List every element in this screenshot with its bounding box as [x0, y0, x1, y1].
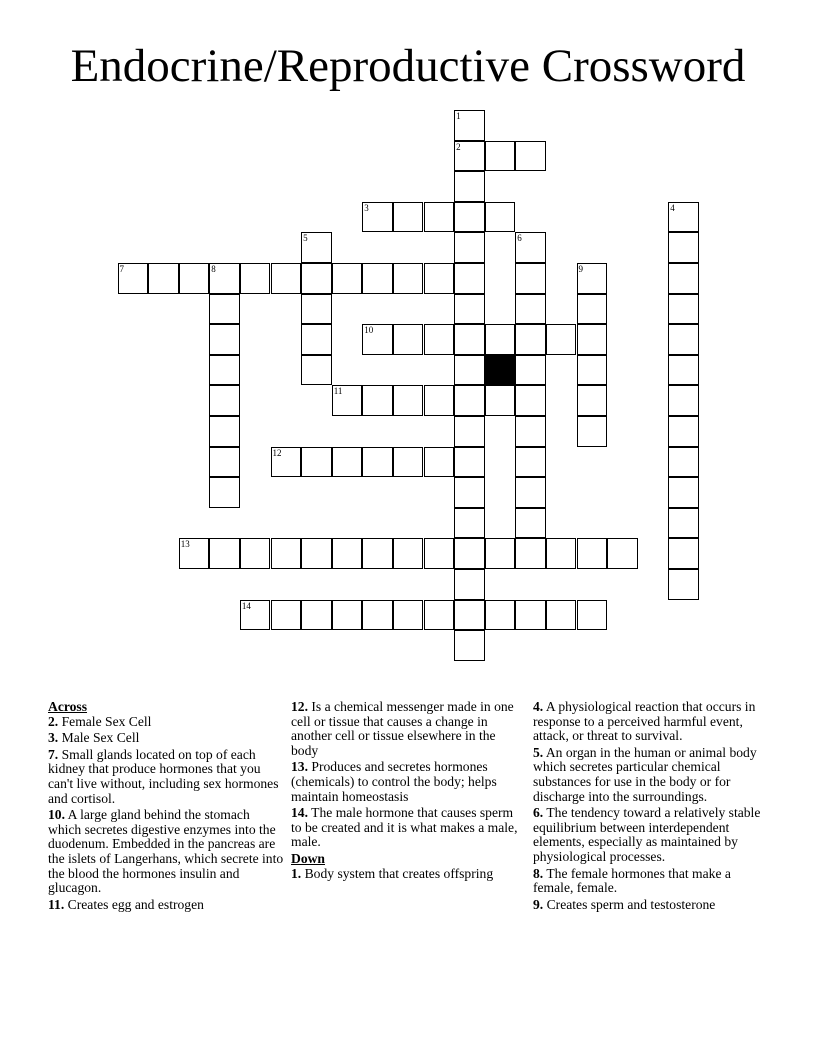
- crossword-cell[interactable]: [668, 416, 699, 447]
- crossword-cell[interactable]: [454, 324, 485, 355]
- crossword-cell[interactable]: [209, 263, 240, 294]
- crossword-cell[interactable]: [393, 385, 424, 416]
- cell-number: 3: [364, 202, 369, 213]
- clue-text: An organ in the human or animal body which secretes particular chemical substances for use in the body or for discharge into the surroundings.: [533, 744, 757, 804]
- cell-number: 7: [119, 264, 124, 274]
- crossword-cell[interactable]: [546, 324, 577, 355]
- clue-text: Small glands located on top of each kidney that produce hormones that you can't live without, including sex hormones and cortisol.: [48, 746, 279, 806]
- clue-number: 3.: [48, 730, 59, 746]
- cell-number: 10: [364, 325, 374, 336]
- clue-text: A large gland behind the stomach which secretes digestive enzymes into the duodenum. Embedded in the pancreas are the islets of Langerhans, which secrete into the blood the hormones insulin and glucagon.: [48, 807, 284, 896]
- crossword-cell[interactable]: [332, 447, 363, 478]
- clue-number: 1.: [291, 865, 302, 881]
- crossword-cell[interactable]: [485, 385, 516, 416]
- cell-number: 12: [272, 447, 282, 458]
- crossword-cell[interactable]: [271, 447, 302, 478]
- crossword-cell[interactable]: [668, 202, 699, 233]
- crossword-cell[interactable]: [301, 324, 332, 355]
- crossword-cell[interactable]: [577, 355, 608, 386]
- crossword-cell[interactable]: [454, 447, 485, 478]
- crossword-cell[interactable]: [301, 263, 332, 294]
- cell-number: 11: [333, 386, 343, 397]
- crossword-cell[interactable]: [454, 263, 485, 294]
- crossword-cell[interactable]: [577, 263, 608, 294]
- crossword-cell[interactable]: [454, 232, 485, 263]
- crossword-cell[interactable]: [668, 263, 699, 294]
- clue-across-12: [291, 700, 521, 758]
- cell-number: 6: [517, 233, 522, 244]
- crossword-cell[interactable]: [424, 600, 455, 631]
- crossword-cell[interactable]: [362, 600, 393, 631]
- crossword-cell[interactable]: [485, 141, 516, 172]
- crossword-cell[interactable]: [485, 600, 516, 631]
- cell-number: 4: [670, 202, 675, 213]
- black-square: [485, 355, 516, 386]
- cell-number: 14: [241, 600, 251, 611]
- crossword-cell[interactable]: [454, 630, 485, 661]
- crossword-cell[interactable]: [485, 324, 516, 355]
- crossword-cell[interactable]: [454, 202, 485, 233]
- clue-number: 10.: [48, 807, 65, 823]
- crossword-cell[interactable]: [209, 477, 240, 508]
- clue-number: 5.: [533, 744, 544, 760]
- crossword-cell[interactable]: [240, 263, 271, 294]
- cell-number: 8: [211, 264, 216, 274]
- crossword-cell[interactable]: [424, 447, 455, 478]
- crossword-cell[interactable]: [668, 385, 699, 416]
- clue-text: Female Sex Cell: [61, 713, 152, 729]
- clue-number: 12.: [291, 699, 308, 714]
- clue-number: 8.: [533, 865, 544, 881]
- crossword-cell[interactable]: [668, 477, 699, 508]
- crossword-cell[interactable]: [148, 263, 179, 294]
- clue-text: Male Sex Cell: [61, 730, 140, 746]
- crossword-cell[interactable]: [393, 202, 424, 233]
- crossword-cell[interactable]: [668, 294, 699, 325]
- clue-down-5: [533, 746, 773, 804]
- clue-number: 11.: [48, 896, 65, 912]
- crossword-cell[interactable]: [515, 232, 546, 263]
- crossword-cell[interactable]: [271, 538, 302, 569]
- clue-down-6: [533, 806, 773, 864]
- crossword-cell[interactable]: [424, 263, 455, 294]
- across-heading: Across: [48, 699, 88, 714]
- crossword-cell[interactable]: [209, 324, 240, 355]
- crossword-cell[interactable]: [668, 232, 699, 263]
- clue-across-13: [291, 760, 521, 804]
- clue-text: Creates egg and estrogen: [67, 896, 204, 912]
- crossword-cell[interactable]: [332, 600, 363, 631]
- crossword-cell[interactable]: [577, 385, 608, 416]
- crossword-cell[interactable]: [301, 232, 332, 263]
- crossword-cell[interactable]: [271, 263, 302, 294]
- cell-number: 13: [180, 539, 190, 550]
- crossword-cell[interactable]: [515, 508, 546, 539]
- crossword-cell[interactable]: [454, 477, 485, 508]
- crossword-cell[interactable]: [209, 385, 240, 416]
- crossword-cell[interactable]: [362, 202, 393, 233]
- crossword-cell[interactable]: [301, 447, 332, 478]
- crossword-cell[interactable]: [515, 294, 546, 325]
- crossword-cell[interactable]: [577, 538, 608, 569]
- crossword-cell[interactable]: [301, 538, 332, 569]
- crossword-cell[interactable]: [454, 294, 485, 325]
- clue-text: A physiological reaction that occurs in response to a perceived harmful event, attack, or threat to survival.: [533, 699, 756, 744]
- crossword-cell[interactable]: [454, 508, 485, 539]
- cell-number: 2: [456, 141, 461, 152]
- crossword-cell[interactable]: [332, 538, 363, 569]
- crossword-cell[interactable]: [271, 600, 302, 631]
- puzzle-title: Endocrine/Reproductive Crossword: [70, 40, 746, 92]
- crossword-cell[interactable]: [607, 538, 638, 569]
- crossword-cell[interactable]: [332, 385, 363, 416]
- crossword-cell[interactable]: [362, 263, 393, 294]
- crossword-cell[interactable]: [577, 324, 608, 355]
- clue-across-10: [48, 808, 284, 896]
- crossword-cell[interactable]: [668, 538, 699, 569]
- crossword-cell[interactable]: [668, 447, 699, 478]
- crossword-cell[interactable]: [515, 447, 546, 478]
- clues-column-1: [48, 700, 284, 914]
- crossword-cell[interactable]: [240, 538, 271, 569]
- crossword-cell[interactable]: [424, 538, 455, 569]
- crossword-cell[interactable]: [362, 447, 393, 478]
- crossword-cell[interactable]: [209, 294, 240, 325]
- crossword-cell[interactable]: [179, 263, 210, 294]
- crossword-cell[interactable]: [362, 324, 393, 355]
- clue-down-8: [533, 867, 773, 896]
- crossword-cell[interactable]: [209, 447, 240, 478]
- crossword-cell[interactable]: [424, 202, 455, 233]
- clue-across-2: [48, 715, 284, 730]
- crossword-cell[interactable]: [393, 324, 424, 355]
- crossword-cell[interactable]: [362, 385, 393, 416]
- crossword-cell[interactable]: [668, 508, 699, 539]
- clue-text: Body system that creates offspring: [304, 865, 494, 881]
- crossword-cell[interactable]: [209, 538, 240, 569]
- clues-column-3: [533, 700, 773, 914]
- clue-number: 7.: [48, 746, 59, 762]
- crossword-cell[interactable]: [515, 324, 546, 355]
- crossword-cell[interactable]: [301, 355, 332, 386]
- crossword-cell[interactable]: [515, 385, 546, 416]
- crossword-cell[interactable]: [332, 263, 363, 294]
- crossword-cell[interactable]: [393, 447, 424, 478]
- crossword-cell[interactable]: [577, 294, 608, 325]
- cell-number: 1: [456, 111, 461, 121]
- clue-down-4: [533, 700, 773, 744]
- cell-number: 5: [303, 233, 308, 244]
- crossword-cell[interactable]: [515, 600, 546, 631]
- cell-number: 9: [578, 264, 583, 274]
- crossword-cell[interactable]: [454, 600, 485, 631]
- crossword-cell[interactable]: [454, 141, 485, 172]
- crossword-cell[interactable]: [515, 355, 546, 386]
- clue-number: 13.: [291, 759, 308, 775]
- crossword-cell[interactable]: [118, 263, 149, 294]
- crossword-cell[interactable]: [209, 416, 240, 447]
- crossword-cell[interactable]: [393, 600, 424, 631]
- clue-text: Creates sperm and testosterone: [546, 896, 716, 912]
- crossword-cell[interactable]: [668, 324, 699, 355]
- crossword-cell[interactable]: [424, 385, 455, 416]
- clue-across-7: [48, 748, 284, 806]
- crossword-cell[interactable]: [515, 477, 546, 508]
- crossword-cell[interactable]: [454, 569, 485, 600]
- clue-down-1: [291, 867, 521, 882]
- crossword-cell[interactable]: [515, 263, 546, 294]
- crossword-cell[interactable]: [393, 263, 424, 294]
- down-heading: Down: [291, 850, 325, 866]
- crossword-cell[interactable]: [485, 538, 516, 569]
- crossword-cell[interactable]: [454, 171, 485, 202]
- clue-number: 9.: [533, 896, 544, 912]
- clue-text: The female hormones that make a female, female.: [533, 865, 731, 896]
- crossword-cell[interactable]: [515, 538, 546, 569]
- crossword-cell[interactable]: [485, 202, 516, 233]
- clue-text: The tendency toward a relatively stable equilibrium between interdependent elements, especially as maintained by physiological processes.: [533, 805, 761, 864]
- crossword-cell[interactable]: [209, 355, 240, 386]
- crossword-cell[interactable]: [546, 600, 577, 631]
- crossword-cell[interactable]: [362, 538, 393, 569]
- clue-number: 14.: [291, 805, 308, 821]
- crossword-cell[interactable]: [668, 569, 699, 600]
- crossword-cell[interactable]: [668, 355, 699, 386]
- clue-number: 4.: [533, 699, 544, 714]
- crossword-cell[interactable]: [454, 355, 485, 386]
- crossword-cell[interactable]: [454, 385, 485, 416]
- crossword-cell[interactable]: [424, 324, 455, 355]
- clue-down-9: [533, 898, 773, 913]
- clue-number: 6.: [533, 805, 544, 821]
- crossword-cell[interactable]: [301, 600, 332, 631]
- crossword-cell[interactable]: [546, 538, 577, 569]
- clue-number: 2.: [48, 713, 59, 729]
- clue-text: Produces and secretes hormones (chemicals) to control the body; helps maintain homeostasis: [291, 759, 497, 804]
- clue-across-14: [291, 806, 521, 850]
- crossword-cell[interactable]: [515, 416, 546, 447]
- crossword-cell[interactable]: [240, 600, 271, 631]
- crossword-cell[interactable]: [454, 538, 485, 569]
- crossword-cell[interactable]: [454, 416, 485, 447]
- clue-across-3: [48, 731, 284, 746]
- crossword-cell[interactable]: [301, 294, 332, 325]
- clues-column-2: [291, 700, 521, 883]
- crossword-cell[interactable]: [393, 538, 424, 569]
- crossword-cell[interactable]: [179, 538, 210, 569]
- clue-text: The male hormone that causes sperm to be created and it is what makes a male, male.: [291, 805, 518, 850]
- clue-text: Is a chemical messenger made in one cell or tissue that causes a change in another cell or tissue elsewhere in the body: [291, 699, 514, 758]
- crossword-cell[interactable]: [577, 600, 608, 631]
- crossword-cell[interactable]: [577, 416, 608, 447]
- crossword-cell[interactable]: [454, 110, 485, 141]
- crossword-cell[interactable]: [515, 141, 546, 172]
- clue-across-11: [48, 898, 284, 913]
